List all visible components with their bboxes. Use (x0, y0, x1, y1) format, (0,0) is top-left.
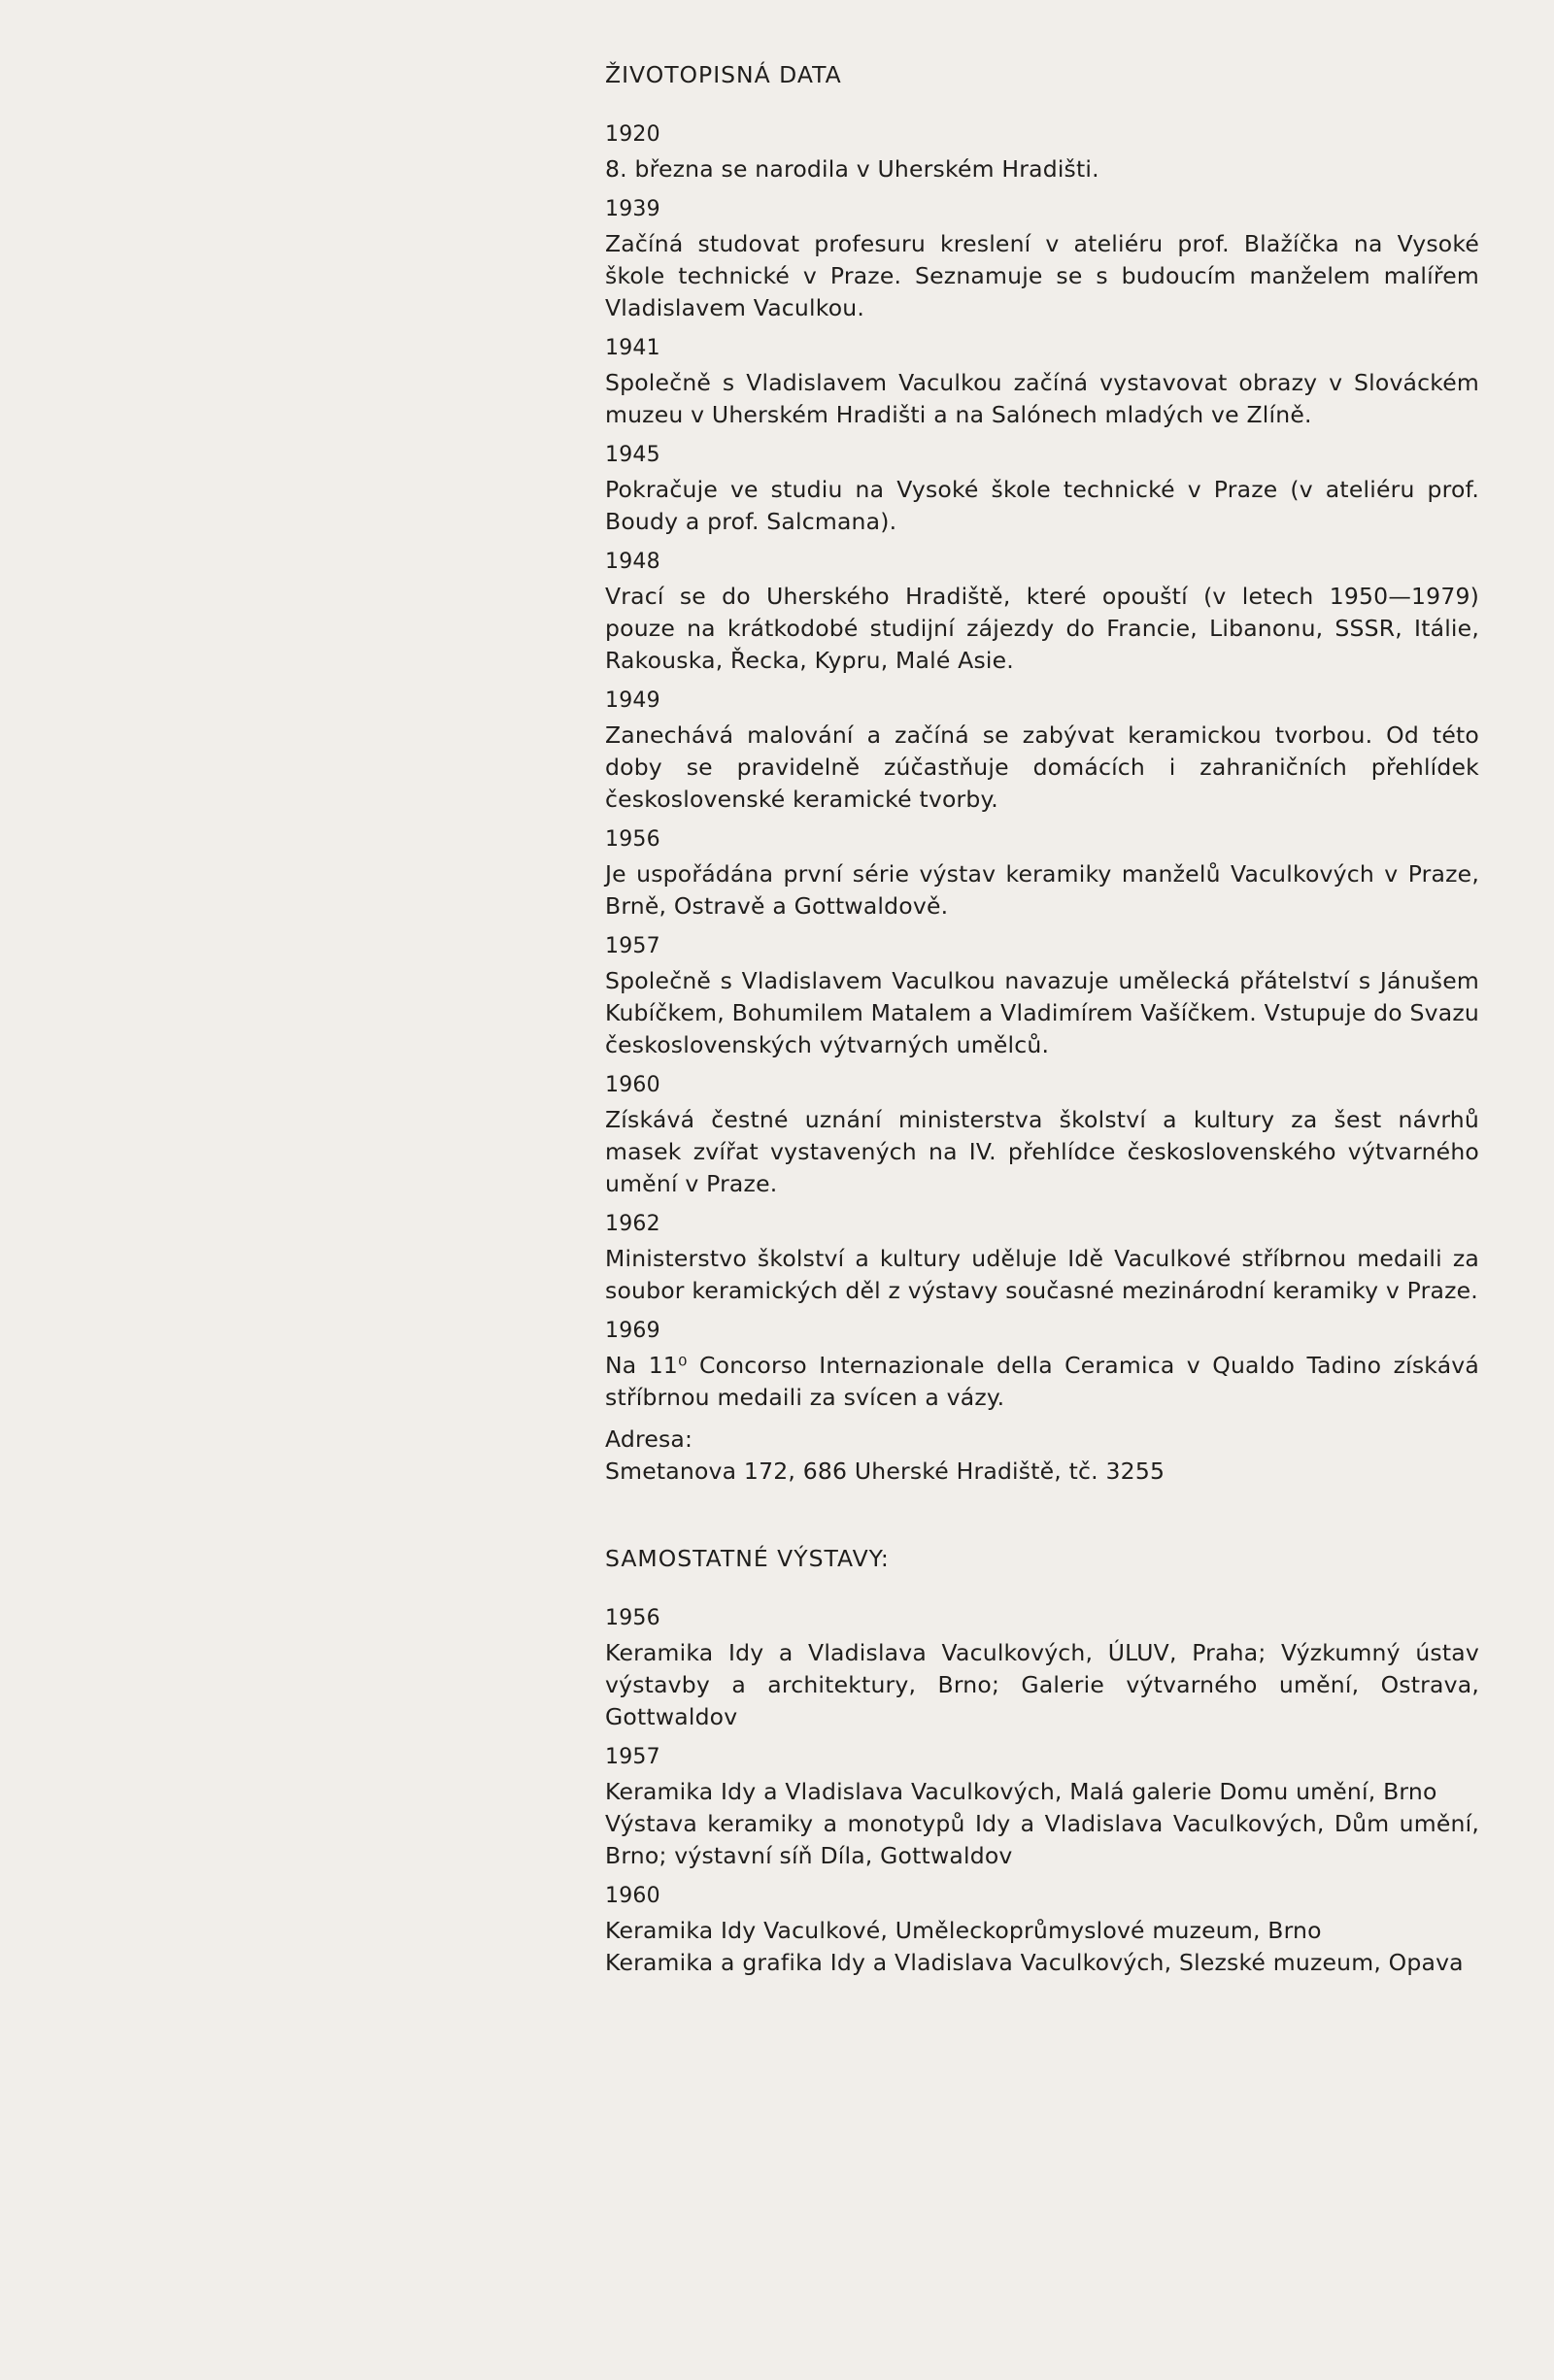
exhibition-item: Keramika a grafika Idy a Vladislava Vaculkových, Slezské muzeum, Opava (605, 1949, 1464, 1976)
bio-entry (605, 687, 1479, 816)
entry-text: Začíná studovat profesuru kreslení v ateliéru prof. Blažíčka na Vysoké škole technické v Praze. Seznamuje se s budoucím manželem malířem Vladislavem Vaculkou. (605, 230, 1479, 321)
bio-entry (605, 441, 1479, 538)
entry-year: 1956 (605, 1606, 660, 1630)
entry-year: 1960 (605, 1073, 660, 1097)
bio-entry (605, 195, 1479, 324)
exhibition-entry (605, 1604, 1479, 1733)
bio-entry (605, 1317, 1479, 1414)
bio-entry (605, 334, 1479, 431)
exhibition-entry (605, 1882, 1479, 1979)
entry-text: Ministerstvo školství a kultury uděluje Idě Vaculkové stříbrnou medaili za soubor keramických děl z výstavy současné mezinárodní keramiky v Praze. (605, 1245, 1479, 1304)
entry-text: 8. března se narodila v Uherském Hradišti. (605, 155, 1099, 183)
exhibition-item: Keramika Idy Vaculkové, Uměleckoprůmyslové muzeum, Brno (605, 1917, 1322, 1944)
entry-year: 1948 (605, 550, 660, 574)
bio-entry (605, 1071, 1479, 1200)
entry-year: 1941 (605, 336, 660, 360)
bio-entry (605, 1210, 1479, 1307)
address: Smetanova 172, 686 Uherské Hradiště, tč. 3255 (605, 1458, 1166, 1485)
entry-text: Získává čestné uznání ministerstva školství a kultury za šest návrhů masek zvířat vystavených na IV. přehlídce československého výtvarného umění v Praze. (605, 1106, 1479, 1197)
bio-entry (605, 825, 1479, 922)
entry-text: Společně s Vladislavem Vaculkou navazuje umělecká přátelství s Jánušem Kubíčkem, Bohumilem Matalem a Vladimírem Vašíčkem. Vstupuje do Svazu československých výtvarných umělců. (605, 967, 1479, 1058)
entry-text: Pokračuje ve studiu na Vysoké škole technické v Praze (v ateliéru prof. Boudy a prof. Salcmana). (605, 476, 1479, 535)
exhibition-entry (605, 1743, 1479, 1872)
entry-year: 1945 (605, 443, 660, 467)
entry-text: Je uspořádána první série výstav keramiky manželů Vaculkových v Praze, Brně, Ostravě a Gottwaldově. (605, 860, 1479, 920)
entry-text: Společně s Vladislavem Vaculkou začíná vystavovat obrazy v Slováckém muzeu v Uherském Hradišti a na Salónech mladých ve Zlíně. (605, 369, 1479, 428)
entry-year: 1939 (605, 197, 660, 221)
exhibition-item: Keramika Idy a Vladislava Vaculkových, ÚLUV, Praha; Výzkumný ústav výstavby a architektury, Brno; Galerie výtvarného umění, Ostrava, Gottwaldov (605, 1639, 1479, 1730)
biography-heading: ŽIVOTOPISNÁ DATA (605, 61, 842, 88)
entry-year: 1960 (605, 1884, 660, 1908)
bio-entry (605, 120, 1479, 185)
entry-year: 1957 (605, 934, 660, 958)
exhibitions-heading: SAMOSTATNÉ VÝSTAVY: (605, 1545, 890, 1572)
entry-text: Zanechává malování a začíná se zabývat keramickou tvorbou. Od této doby se pravidelně zúčastňuje domácích i zahraničních přehlídek československé keramické tvorby. (605, 721, 1479, 813)
entry-text: Na 11⁰ Concorso Internazionale della Ceramica v Qualdo Tadino získává stříbrnou medaili za svícen a vázy. (605, 1352, 1479, 1411)
exhibition-item: Výstava keramiky a monotypů Idy a Vladislava Vaculkových, Dům umění, Brno; výstavní síň Díla, Gottwaldov (605, 1810, 1479, 1869)
entry-text: Vrací se do Uherského Hradiště, které opouští (v letech 1950—1979) pouze na krátkodobé studijní zájezdy do Francie, Libanonu, SSSR, Itálie, Rakouska, Řecka, Kypru, Malé Asie. (605, 583, 1479, 674)
bio-entry (605, 932, 1479, 1061)
entry-year: 1956 (605, 827, 660, 852)
bio-entry (605, 548, 1479, 677)
exhibition-item: Keramika Idy a Vladislava Vaculkových, Malá galerie Domu umění, Brno (605, 1778, 1437, 1805)
address-label: Adresa: (605, 1425, 693, 1453)
entry-year: 1920 (605, 122, 660, 147)
entry-year: 1949 (605, 688, 660, 713)
entry-year: 1969 (605, 1319, 660, 1343)
entry-year: 1962 (605, 1212, 660, 1236)
entry-year: 1957 (605, 1745, 660, 1769)
document-body (605, 60, 1479, 1989)
